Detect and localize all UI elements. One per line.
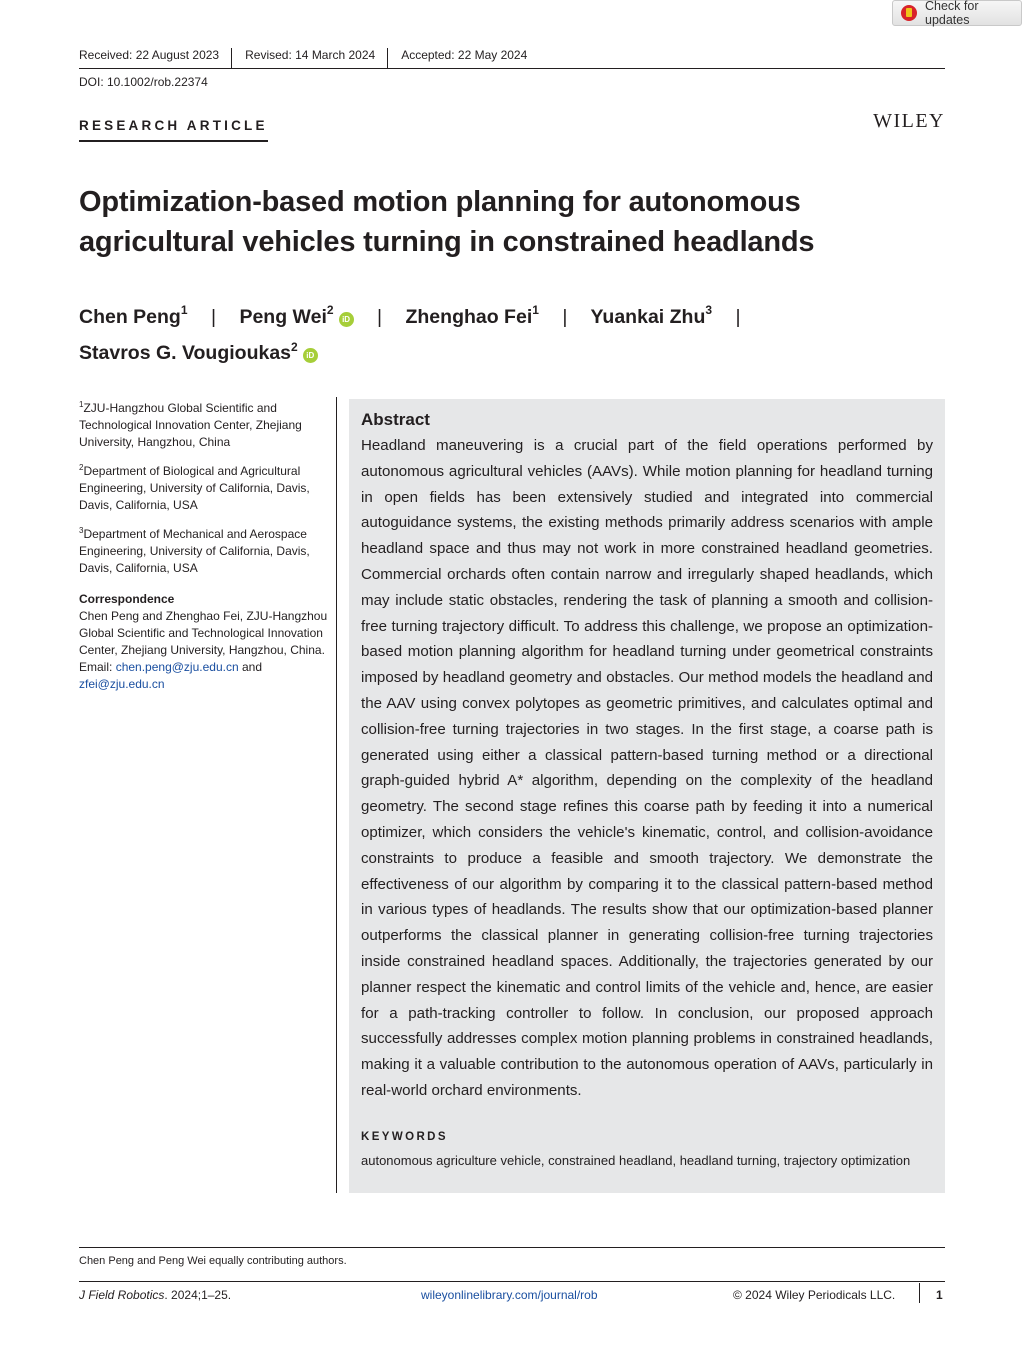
keywords-heading: KEYWORDS — [361, 1130, 448, 1143]
abstract-heading: Abstract — [361, 410, 430, 429]
journal-url-link[interactable]: wileyonlinelibrary.com/journal/rob — [421, 1288, 598, 1302]
check-updates-icon — [901, 5, 917, 21]
orcid-icon[interactable]: iD — [303, 348, 318, 363]
revised-date: Revised: 14 March 2024 — [231, 48, 387, 68]
footnote-rule — [79, 1247, 945, 1248]
email-link[interactable]: chen.peng@zju.edu.cn — [115, 660, 239, 674]
article-history — [79, 48, 945, 68]
author-name[interactable]: Stavros G. Vougioukas$^2$ — [79, 339, 298, 364]
publisher-logo[interactable]: WILEY — [873, 110, 945, 132]
page-separator — [919, 1283, 920, 1303]
orcid-icon[interactable]: iD — [339, 312, 354, 327]
accepted-date: Accepted: 22 May 2024 — [387, 48, 539, 68]
correspondence-heading: Correspondence — [79, 592, 175, 606]
author-separator: | — [376, 305, 383, 328]
author-name[interactable]: Yuankai Zhu$^3$ — [590, 303, 713, 328]
header-rule — [79, 68, 945, 69]
keywords-text: autonomous agriculture vehicle, constrained headland, headland turning, trajectory optimization — [361, 1152, 911, 1168]
email-link[interactable]: zfei@zju.edu.cn — [79, 677, 165, 691]
footer-rule — [79, 1281, 945, 1282]
affiliation: $^2$Department of Biological and Agricultural Engineering, University of California, Davis, Davis, California, USA — [79, 463, 310, 512]
check-for-updates-button[interactable] — [892, 0, 1022, 26]
abstract-text: Headland maneuvering is a crucial part of the field operations performed by autonomous agricultural vehicles (AAVs). While motion planning for headland turning in open fields has been extensively studied and integrated into commercial autoguidance systems, the existing methods primarily address scenarios with ample headland space and thus may not work in more constrained headland geometries. Commercial orchards often contain narrow and irregularly shaped headlands, which may include static obstacles, rendering the task of planning a smooth and collision-free turning trajectory difficult. To address this challenge, we propose an optimization-based motion planning algorithm for headland turning under geometrical constraints imposed by headland geometry and obstacles. Our method models the headland and the AAV using convex polytopes as geometric primitives, and calculates optimal and collision-free turning trajectories in two stages. In the first stage, a coarse path is generated using either a classical pattern-based turning method or a directional graph-guided hybrid A* algorithm, depending on the complexity of the headland geometry. The second stage refines this coarse path by feeding it into a numerical optimizer, which considers the vehicle's kinematic, control, and collision-avoidance constraints to produce a feasible and smooth trajectory. We demonstrate the effectiveness of our algorithm by comparing it to the classical pattern-based method in various types of headlands. The results show that our optimization-based planner outperforms the classical planner in generating collision-free turning trajectories inside constrained headland spaces. Additionally, the trajectories generated by our planner respect the kinematic and control limits of the vehicle and, hence, are easier for a path-tracking controller to follow. In conclusion, our proposed approach successfully addresses complex motion planning problems in constrained headlands, making it a valuable contribution to the autonomous operation of AAVs, particularly in real-world orchard environments. — [361, 437, 933, 1099]
author-separator: | — [562, 305, 568, 328]
page-number: 1 — [936, 1288, 943, 1302]
author-separator: | — [210, 305, 217, 328]
author-name[interactable]: Peng Wei$^2$ — [239, 303, 334, 328]
author-list — [79, 296, 879, 369]
received-date: Received: 22 August 2023 — [79, 48, 220, 62]
affiliations — [79, 396, 329, 693]
journal-citation: J Field Robotics. 2024;1–25. — [79, 1288, 232, 1302]
article-type: RESEARCH ARTICLE — [79, 118, 268, 142]
affiliation: $^3$Department of Mechanical and Aerospace Engineering, University of California, Davis, Davis, California, USA — [79, 526, 310, 575]
copyright: © 2024 Wiley Periodicals LLC. — [733, 1288, 896, 1302]
article-title: Optimization-based motion planning for autonomous agricultural vehicles turning in constrained headlands — [79, 186, 815, 258]
column-divider — [336, 397, 337, 1193]
author-separator: | — [735, 305, 741, 328]
correspondence-text: Chen Peng and Zhenghao Fei, ZJU-Hangzhou Global Scientific and Technological Innovation Center, Zhejiang University, Hangzhou, China. Email: chen.peng@zju.edu.cn and zfei@zju.edu.cn — [79, 609, 328, 691]
abstract-box — [349, 399, 945, 1193]
doi[interactable]: DOI: 10.1002/rob.22374 — [79, 75, 208, 89]
author-name[interactable]: Chen Peng$^1$ — [79, 303, 188, 328]
author-name[interactable]: Zhenghao Fei$^1$ — [405, 303, 539, 328]
affiliation: $^1$ZJU-Hangzhou Global Scientific and Technological Innovation Center, Zhejiang University, Hangzhou, China — [79, 400, 302, 449]
check-updates-label: Check for updates — [925, 0, 979, 27]
contribution-note: Chen Peng and Peng Wei equally contributing authors. — [79, 1255, 347, 1267]
